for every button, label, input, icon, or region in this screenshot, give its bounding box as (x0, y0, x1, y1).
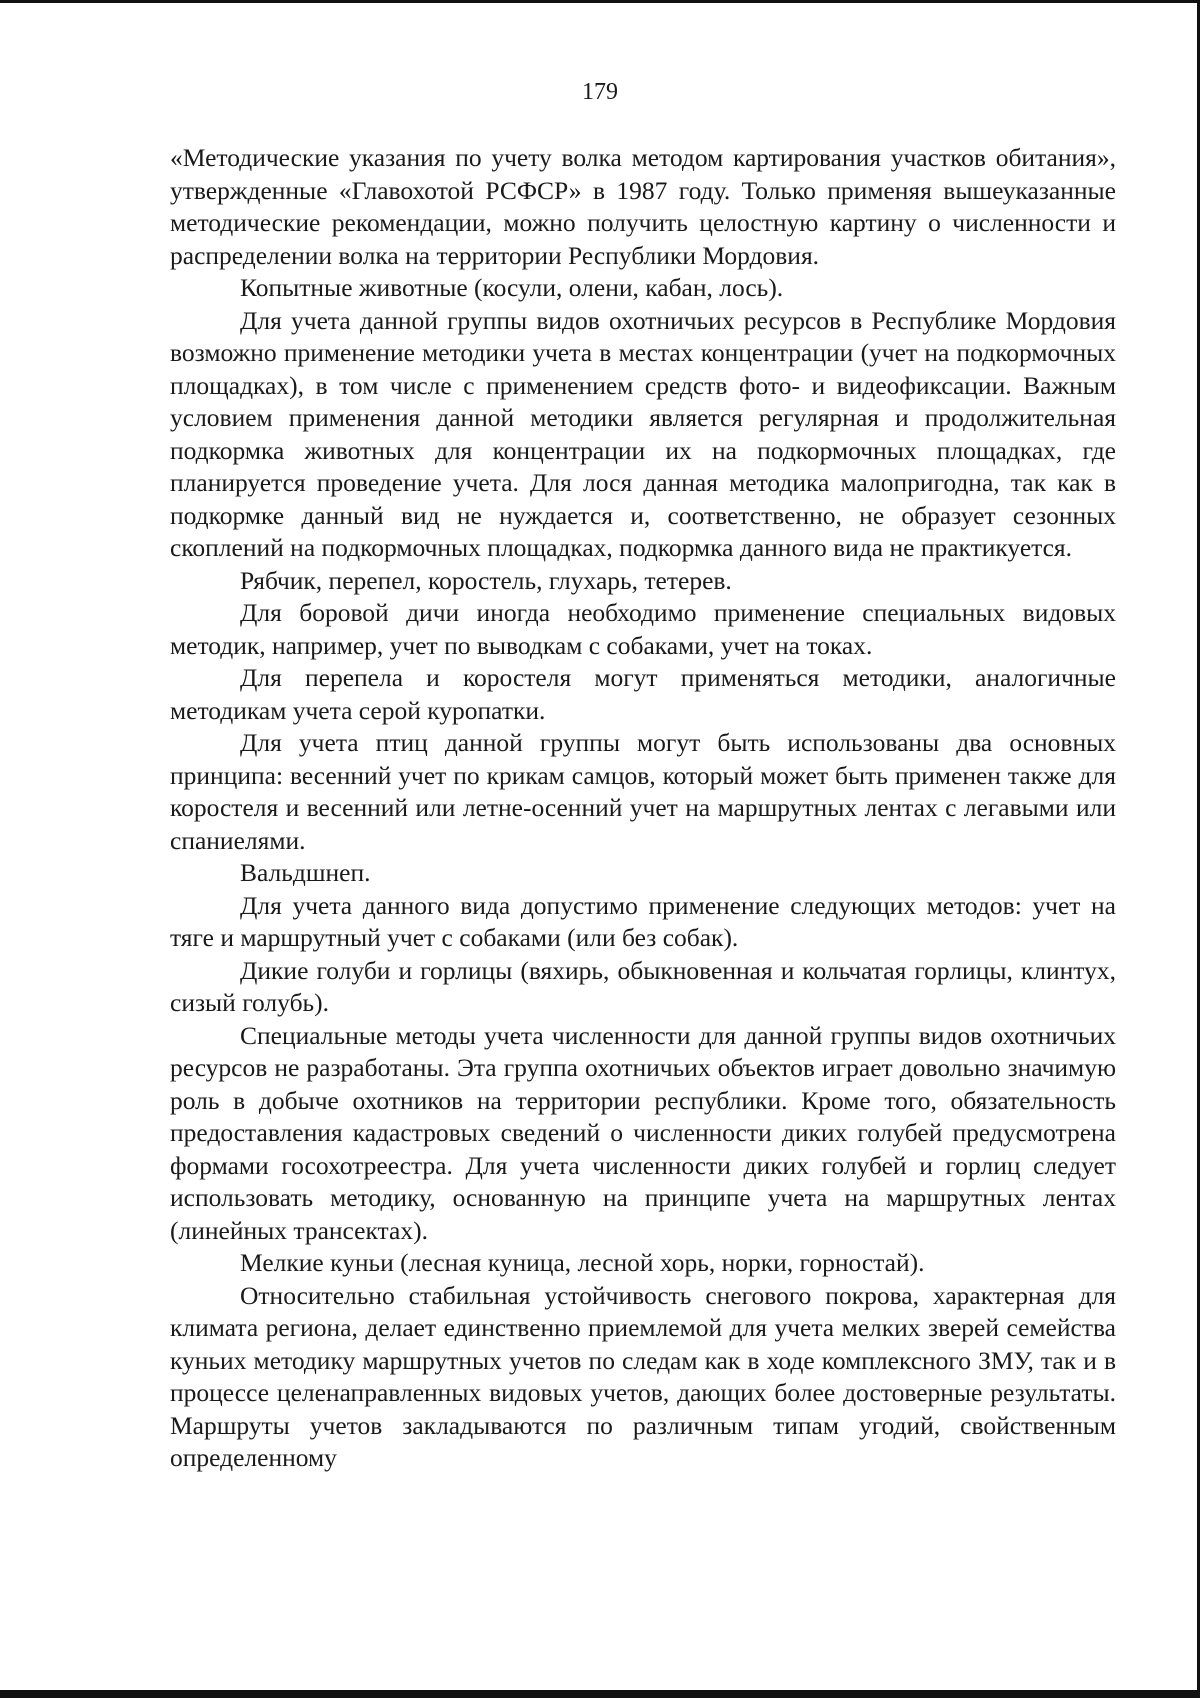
paragraph-woodcock: Для учета данного вида допустимо применение следующих методов: учет на тяге и маршрутный учет с собаками (или без собак). (170, 890, 1116, 952)
paragraph-mustelids: Относительно стабильная устойчивость снегового покрова, характерная для климата региона, делает единственно приемлемой для учета мелких зверей семейства куньих методику маршрутных учетов по следам как в ходе комплексного ЗМУ, так и в процессе целенаправленных видовых учетов, дающих более достоверные результаты. Маршруты учетов закладываются по различным типам угодий, свойственным определенному (170, 1280, 1116, 1472)
body-text (170, 142, 1116, 1475)
heading-woodcock: Вальдшнеп. (240, 858, 371, 887)
heading-ungulates: Копытные животные (косули, олени, кабан, лось). (240, 273, 784, 302)
paragraph-bird-principles: Для учета птиц данной группы могут быть использованы два основных принципа: весенний учет по крикам самцов, который может быть применен также для коростеля и весенний или летне-осенний учет на маршрутных лентах с легавыми или спаниелями. (170, 728, 1116, 855)
paragraph-forest-game: Для боровой дичи иногда необходимо применение специальных видовых методик, например, учет по выводкам с собаками, учет на токах. (170, 598, 1116, 660)
paragraph-wolf-methodology: «Методические указания по учету волка методом картирования участков обитания», утвержденные «Главохотой РСФСР» в 1987 году. Только применяя вышеуказанные методические рекомендации, можно получить целостную картину о численности и распределении волка на территории Республики Мордовия. (170, 143, 1116, 270)
paragraph-quail-corncrake: Для перепела и коростеля могут применяться методики, аналогичные методикам учета серой куропатки. (170, 663, 1116, 725)
heading-pigeons-doves: Дикие голуби и горлицы (вяхирь, обыкновенная и кольчатая горлицы, клинтух, сизый голубь). (170, 955, 1116, 1017)
page-number: 179 (582, 79, 618, 105)
paragraph-ungulates: Для учета данной группы видов охотничьих ресурсов в Республике Мордовия возможно применение методики учета в местах концентрации (учет на подкормочных площадках), в том числе с применением средств фото- и видеофиксации. Важным условием применения данной методики является регулярная и продолжительная подкормка животных для концентрации их на подкормочных площадках, где планируется проведение учета. Для лося данная методика малопригодна, так как в подкормке данный вид не нуждается и, соответственно, не образует сезонных скоплений на подкормочных площадках, подкормка данного вида не практикуется. (170, 305, 1116, 562)
paragraph-pigeons: Специальные методы учета численности для данной группы видов охотничьих ресурсов не разработаны. Эта группа охотничьих объектов играет довольно значимую роль в добыче охотников на территории республики. Кроме того, обязательность предоставления кадастровых сведений о численности диких голубей предусмотрена формами госохотреестра. Для учета численности диких голубей и горлиц следует использовать методику, основанную на принципе учета на маршрутных лентах (линейных трансектах). (170, 1020, 1116, 1245)
heading-small-mustelids: Мелкие куньи (лесная куница, лесной хорь, норки, горностай). (240, 1248, 925, 1277)
heading-grouse-birds: Рябчик, перепел, коростель, глухарь, тетерев. (240, 565, 732, 595)
